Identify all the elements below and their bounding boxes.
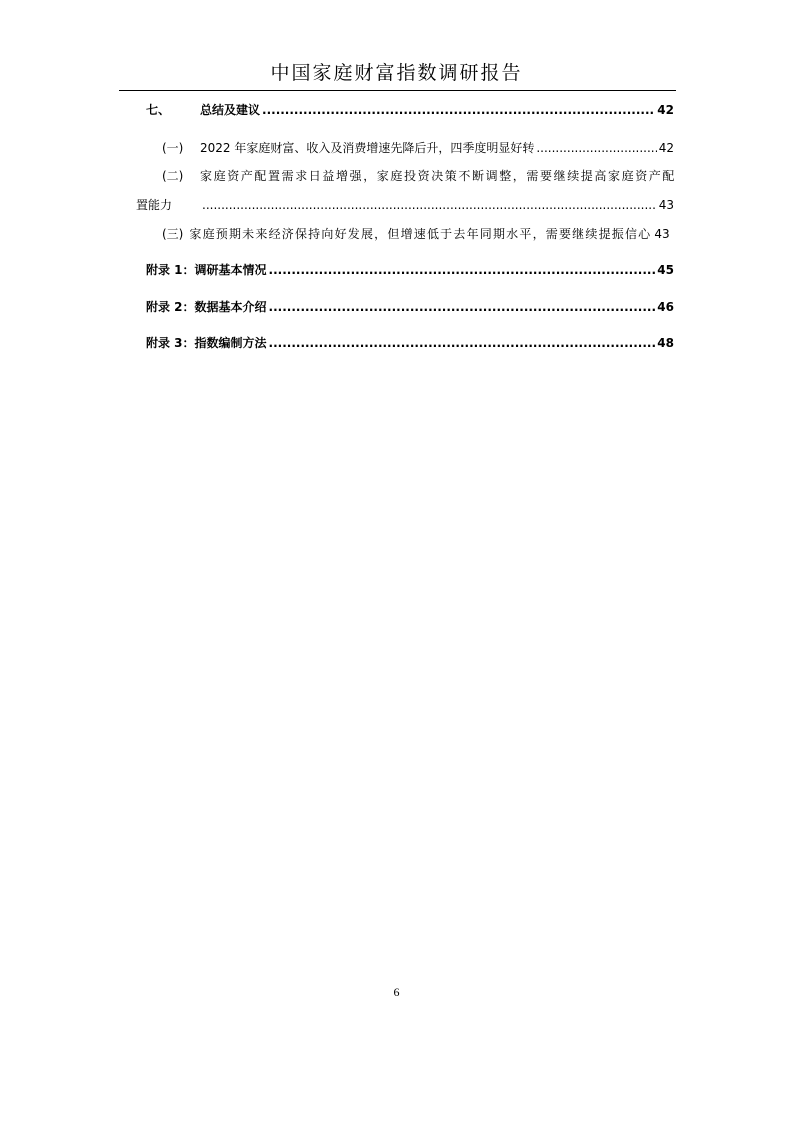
toc-entry-page: 42 — [657, 103, 674, 117]
toc-entry-page: 43 — [654, 227, 670, 241]
toc-entry-page: 45 — [657, 263, 674, 277]
toc-entry-page: 46 — [657, 300, 674, 314]
toc-entry-title-continued: 置能力 — [136, 198, 173, 212]
toc-entry-title: 2022 年家庭财富、收入及消费增速先降后升，四季度明显好转 — [200, 141, 535, 155]
toc-leader-dots — [269, 262, 656, 278]
toc-entry-appendix-1[interactable] — [146, 262, 674, 278]
toc-entry-appendix-3[interactable] — [146, 335, 674, 351]
toc-entry-page: 43 — [658, 198, 674, 212]
toc-entry-page: 42 — [658, 141, 674, 155]
toc-leader-dots — [202, 197, 657, 213]
report-title: 中国家庭财富指数调研报告 — [270, 62, 523, 84]
page-number: 6 — [393, 985, 400, 999]
toc-leader-dots — [262, 102, 655, 118]
toc-entry-subsection-3[interactable] — [162, 226, 674, 242]
toc-entry-appendix-2[interactable] — [146, 299, 674, 315]
toc-entry-title: 家庭资产配置需求日益增强，家庭投资决策不断调整，需要继续提高家庭资产配 — [200, 169, 677, 183]
toc-entry-title: 家庭预期未来经济保持向好发展，但增速低于去年同期水平，需要继续提振信心 — [189, 227, 652, 241]
toc-leader-dots — [269, 299, 656, 315]
toc-entry-title: 附录 1：调研基本情况 — [146, 263, 267, 277]
toc-leader-dots — [536, 140, 656, 156]
toc-entry-prefix: (一) — [162, 141, 184, 155]
toc-entry-prefix: (三) — [162, 227, 184, 241]
header-divider — [119, 90, 676, 91]
toc-entry-title: 附录 2：数据基本介绍 — [146, 300, 267, 314]
toc-entry-title: 附录 3：指数编制方法 — [146, 336, 267, 350]
toc-entry-page: 48 — [657, 336, 674, 350]
toc-entry-subsection-2-line1[interactable] — [162, 168, 677, 184]
toc-entry-prefix: (二) — [162, 169, 184, 183]
toc-entry-subsection-2-line2[interactable] — [136, 197, 674, 213]
toc-entry-subsection-1[interactable] — [162, 140, 674, 156]
toc-entry-title: 总结及建议 — [200, 103, 261, 117]
toc-entry-prefix: 七、 — [146, 103, 171, 117]
toc-leader-dots — [269, 335, 656, 351]
toc-entry-section-7[interactable] — [146, 102, 674, 118]
